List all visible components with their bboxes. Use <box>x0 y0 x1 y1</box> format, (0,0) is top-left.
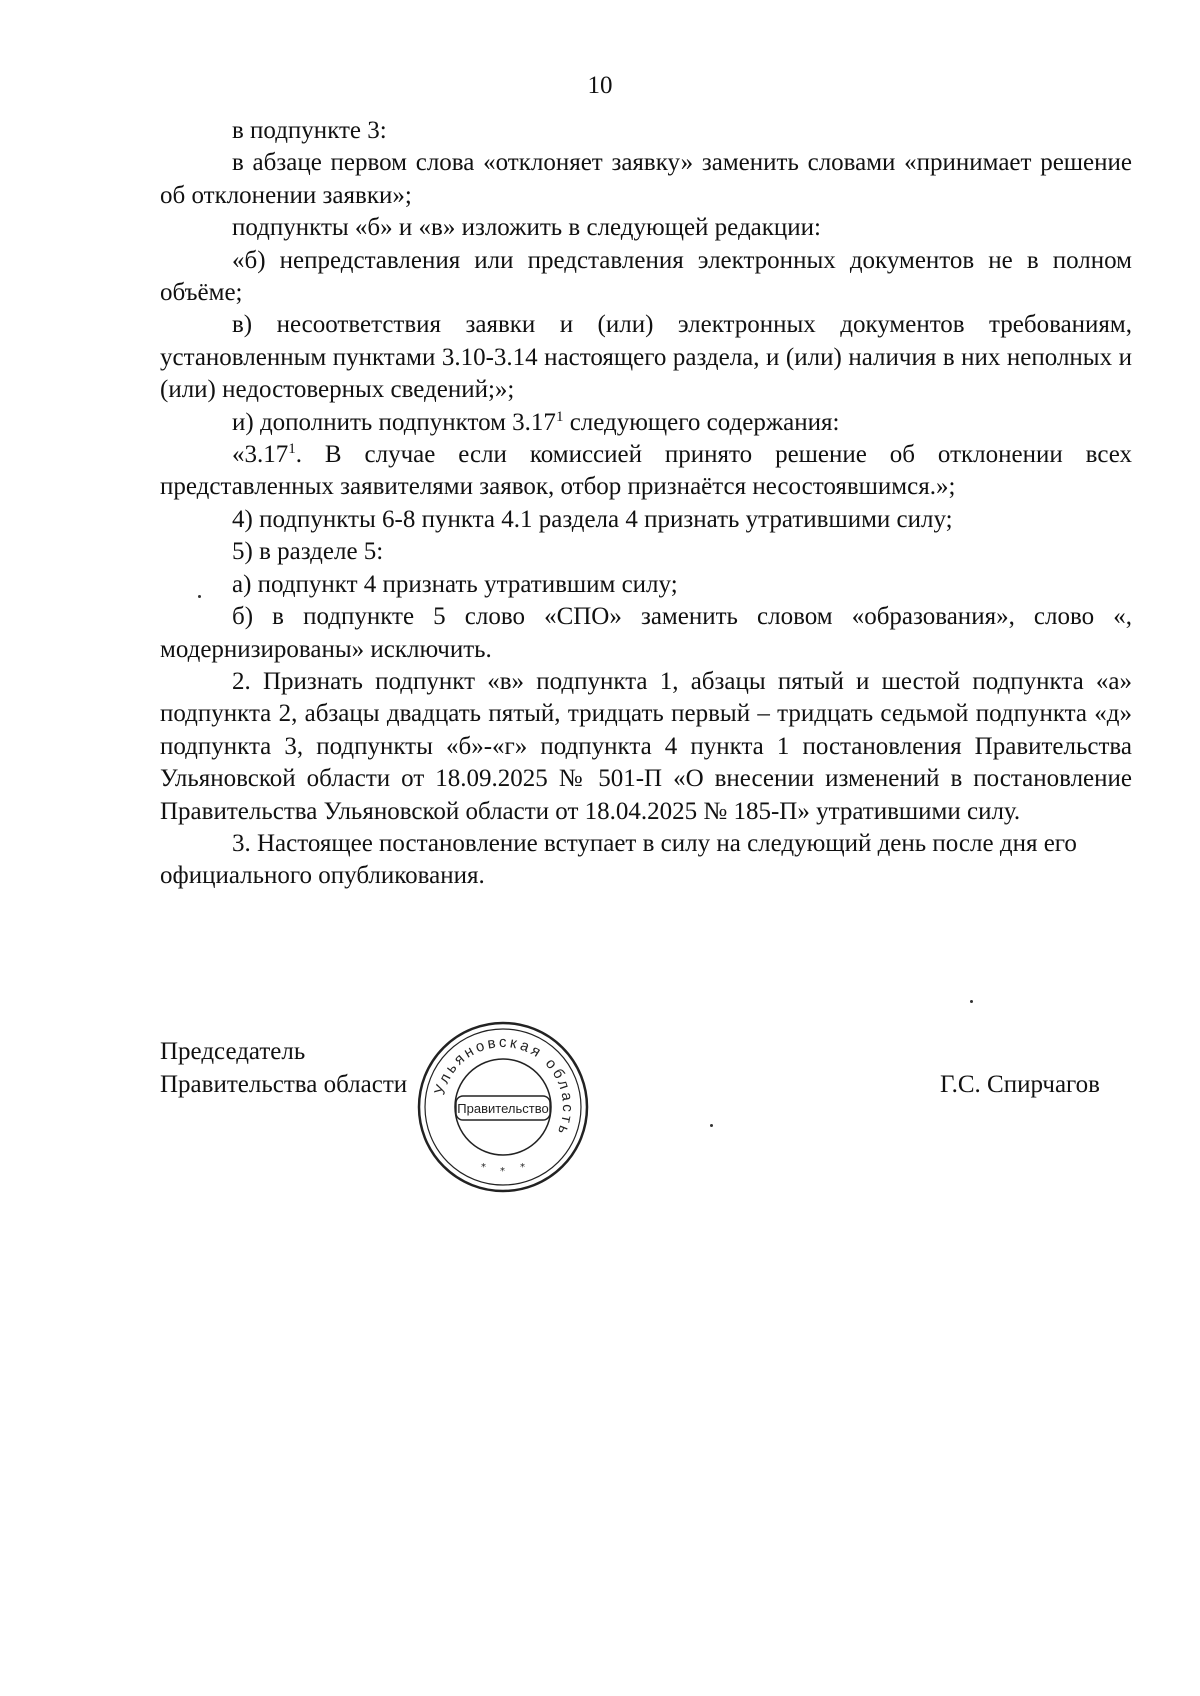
scan-speck <box>198 595 201 598</box>
document-body <box>160 115 1132 893</box>
paragraph: б) в подпункте 5 слово «СПО» заменить словом «образования», слово «, модернизированы» исключить. <box>160 603 1132 663</box>
svg-text:*: * <box>520 1162 525 1173</box>
signature-title <box>160 1035 407 1101</box>
svg-text:Ульяновская область <box>431 1034 576 1139</box>
item-317-superscript: 1 <box>288 441 296 458</box>
seal-center-text: Правительство <box>457 1101 549 1116</box>
paragraph: 3. Настоящее постановление вступает в силу на следующий день после дня его официального опубликования. <box>160 829 1077 890</box>
paragraph-item-i <box>160 407 1132 439</box>
signatory-name: Г.С. Спирчагов <box>940 1071 1100 1098</box>
paragraph: «б) непредставления или представления электронных документов не в полном объёме; <box>160 246 1132 307</box>
paragraph: в абзаце первом слова «отклоняет заявку» заменить словами «принимает решение об отклонении заявки»; <box>160 149 1132 209</box>
item-i-text-end: следующего содержания: <box>563 408 840 436</box>
official-seal <box>416 1020 590 1194</box>
paragraph: подпункты «б» и «в» изложить в следующей редакции: <box>232 214 821 242</box>
signature-title-line: Председатель <box>160 1038 306 1065</box>
paragraph: 4) подпункты 6-8 пункта 4.1 раздела 4 признать утратившими силу; <box>232 505 953 533</box>
paragraph: 5) в разделе 5: <box>232 538 384 566</box>
seal-outer-text: Ульяновская область <box>431 1033 577 1140</box>
paragraph: а) подпункт 4 признать утратившим силу; <box>232 570 678 598</box>
svg-text:*: * <box>500 1166 505 1177</box>
item-317-text-end: . В случае если комиссией принято решение об отклонении всех представленных заявителями заявок, отбор признаётся несостоявшимся.»; <box>160 441 1132 501</box>
item-i-superscript: 1 <box>555 408 564 425</box>
scan-speck <box>710 1124 713 1127</box>
paragraph: в подпункте 3: <box>232 117 387 144</box>
item-317-text: «3.17 <box>232 441 289 469</box>
page-number: 10 <box>587 72 613 99</box>
paragraph: 2. Признать подпункт «в» подпункта 1, абзацы пятый и шестой подпункта «а» подпункта 2, абзацы двадцать пятый, тридцать первый – тридцать седьмой подпункта «д» подпункта 3, подпункты «б»-«г» подпункта 4 пункта 1 постановления Правительства Ульяновской области от 18.09.2025 № 501-П «О внесении изменений в постановление Правительства Ульяновской области от 18.04.2025 № 185-П» утратившими силу. <box>160 667 1132 825</box>
scan-speck <box>970 1000 973 1003</box>
paragraph: в) несоответствия заявки и (или) электронных документов требованиям, установленным пунктами 3.10-3.14 настоящего раздела, и (или) наличия в них неполных и (или) недостоверных сведений;»; <box>160 311 1132 404</box>
paragraph-item-317 <box>160 439 1132 504</box>
svg-text:*: * <box>481 1162 486 1173</box>
signature-title-line: Правительства области <box>160 1071 408 1098</box>
item-i-text: и) дополнить подпунктом 3.17 <box>232 408 556 436</box>
